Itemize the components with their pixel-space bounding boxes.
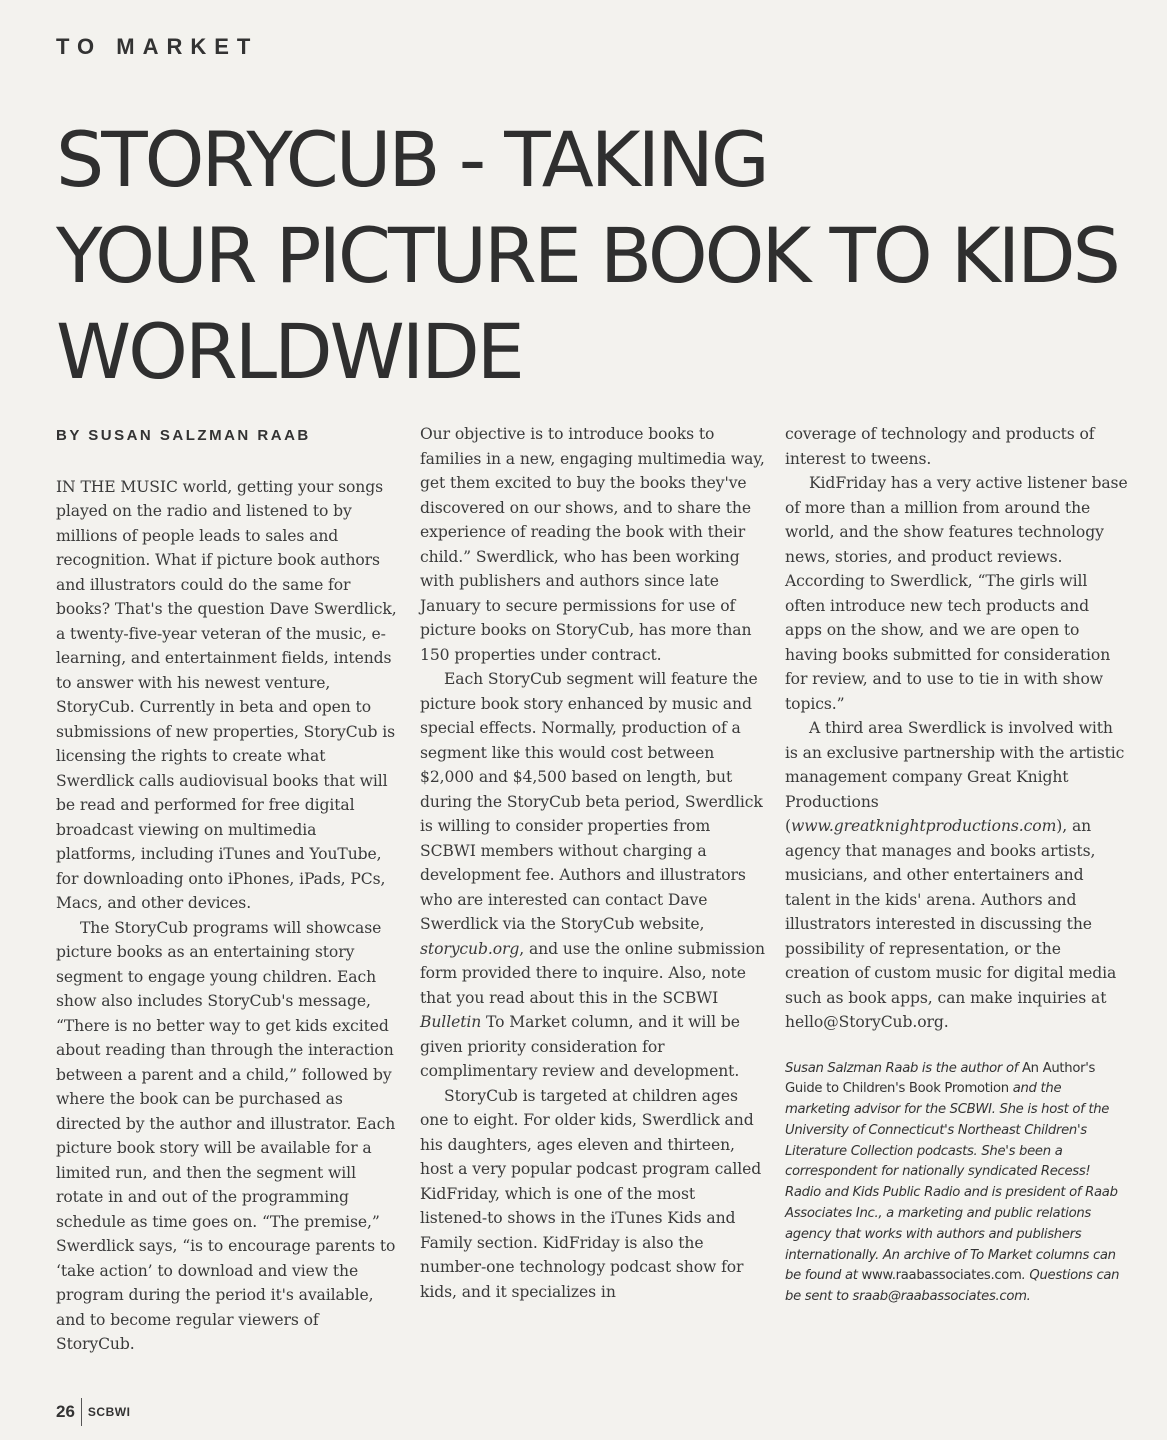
column-3-paragraph-1: coverage of technology and products of interest to tweens.: [785, 425, 1095, 468]
lead-in: IN THE MUSIC: [56, 477, 178, 496]
footer-divider: [81, 1398, 82, 1426]
article-column-1: [56, 422, 401, 1357]
column-3-paragraph-3: [785, 716, 1130, 1035]
column-2-paragraph-2-text-a: Each StoryCub segment will feature the picture book story enhanced by music and special effects. Normally, production of a segment like this would cost between $2,000 and $4,500 based on length, but during the StoryCub beta period, Swerdlick is willing to consider properties from SCBWI members without charging a development fee. Authors and illustrators who are interested can contact Dave Swerdlick via the StoryCub website,: [420, 670, 763, 933]
column-2-paragraph-3: StoryCub is targeted at children ages one to eight. For older kids, Swerdlick and his daughters, ages eleven and thirteen, host a very popular podcast program called KidFriday, which is one of the most listened-to shows in the iTunes Kids and Family section. KidFriday is also the number-one technology podcast show for kids, and it specializes in: [420, 1086, 762, 1301]
column-2-paragraph-2-text-c: To Market column, and it will be given priority consideration for complimentary review and development.: [420, 1013, 740, 1080]
column-1-paragraph-1-text: world, getting your songs played on the radio and listened to by millions of people leads to sales and recognition. What if picture book authors and illustrators could do the same for books? That's the question Dave Swerdlick, a twenty-five-year veteran of the music, e-learning, and entertainment fields, intends to answer with his newest venture, StoryCub. Currently in beta and open to submissions of new properties, StoryCub is licensing the rights to create what Swerdlick calls audiovisual books that will be read and performed for free digital broadcast viewing on multimedia platforms, including iTunes and YouTube, for downloading onto iPhones, iPads, PCs, Macs, and other devices.: [56, 477, 397, 912]
column-2-paragraph-2: [420, 667, 765, 1084]
article-column-2: [420, 422, 765, 1304]
author-bio-text-c: . Questions can be sent to sraab@raabassociates.com.: [785, 1268, 1120, 1305]
bulletin-title: Bulletin: [420, 1013, 482, 1031]
column-3-paragraph-3-text-a: A third area Swerdlick is involved with is an exclusive partnership with the artistic management company Great Knight Productions (: [785, 719, 1125, 835]
column-1-paragraph-2: The StoryCub programs will showcase picture books as an entertaining story segment to engage young children. Each show also includes StoryCub's message, “There is no better way to get kids excited about reading than through the interaction between a parent and a child,” followed by where the book can be purchased as directed by the author and illustrator. Each picture book story will be available for a limited run, and then the segment will rotate in and out of the programming schedule as time goes on. “The premise,” Swerdlick says, “is to encourage parents to ‘take action’ to download and view the program during the period it's available, and to become regular viewers of StoryCub.: [56, 918, 396, 1353]
raab-associates-link[interactable]: www.raabassociates.com: [861, 1268, 1022, 1284]
column-3-paragraph-2: KidFriday has a very active listener base of more than a million from around the world, and the show features technology news, stories, and product reviews. According to Swerdlick, “The girls will often introduce new tech products and apps on the show, and we are open to having books submitted for consideration for review, and to use to tie in with show topics.”: [785, 474, 1128, 713]
byline: BY SUSAN SALZMAN RAAB: [56, 427, 311, 444]
headline-line-2: YOUR PICTURE BOOK TO KIDS: [56, 211, 1118, 300]
page-number: 26: [56, 1402, 75, 1421]
section-label: TO MARKET: [56, 34, 259, 59]
author-bio-text-b: and the marketing advisor for the SCBWI. She is host of the University of Connecticut's Northeast Children's Literature Collection podcasts. She's been a correspondent for nationally syndicated Recess! Radio and Kids Public Radio and is president of Raab Associates Inc., a marketing and public relations agency that works with authors and publishers internationally. An archive of To Market columns can be found at: [785, 1081, 1118, 1284]
book-title: An Author's Guide to Children's Book Promotion: [785, 1060, 1096, 1097]
column-3-paragraph-3-text-b: ), an agency that manages and books artists, musicians, and other entertainers and talent in the kids' arena. Authors and illustrators interested in discussing the possibility of representation, or the creation of custom music for digital media such as book apps, can make inquiries at hello@StoryCub.org.: [785, 817, 1117, 1031]
headline-line-1: STORYCUB - TAKING: [56, 115, 767, 204]
author-bio: [785, 1059, 1130, 1309]
great-knight-link[interactable]: www.greatknightproductions.com: [790, 817, 1057, 835]
article-column-3: [785, 422, 1130, 1308]
column-2-paragraph-1: Our objective is to introduce books to families in a new, engaging multimedia way, get them excited to buy the books they've discovered on our shows, and to share the experience of reading the book with their child.” Swerdlick, who has been working with publishers and authors since late January to secure permissions for use of picture books on StoryCub, has more than 150 properties under contract.: [420, 425, 765, 664]
page-footer: [56, 1398, 130, 1426]
column-2-paragraph-2-text-b: , and use the online submission form provided there to inquire. Also, note that you read about this in the SCBWI: [420, 939, 765, 1007]
storycub-website-link[interactable]: storycub.org: [420, 939, 520, 958]
publication-name: SCBWI: [87, 1405, 131, 1419]
article-headline: [56, 112, 1146, 400]
headline-line-3: WORLDWIDE: [56, 307, 522, 396]
column-1-paragraph-1: [56, 475, 401, 916]
author-bio-text-a: Susan Salzman Raab is the author of: [785, 1060, 1022, 1076]
